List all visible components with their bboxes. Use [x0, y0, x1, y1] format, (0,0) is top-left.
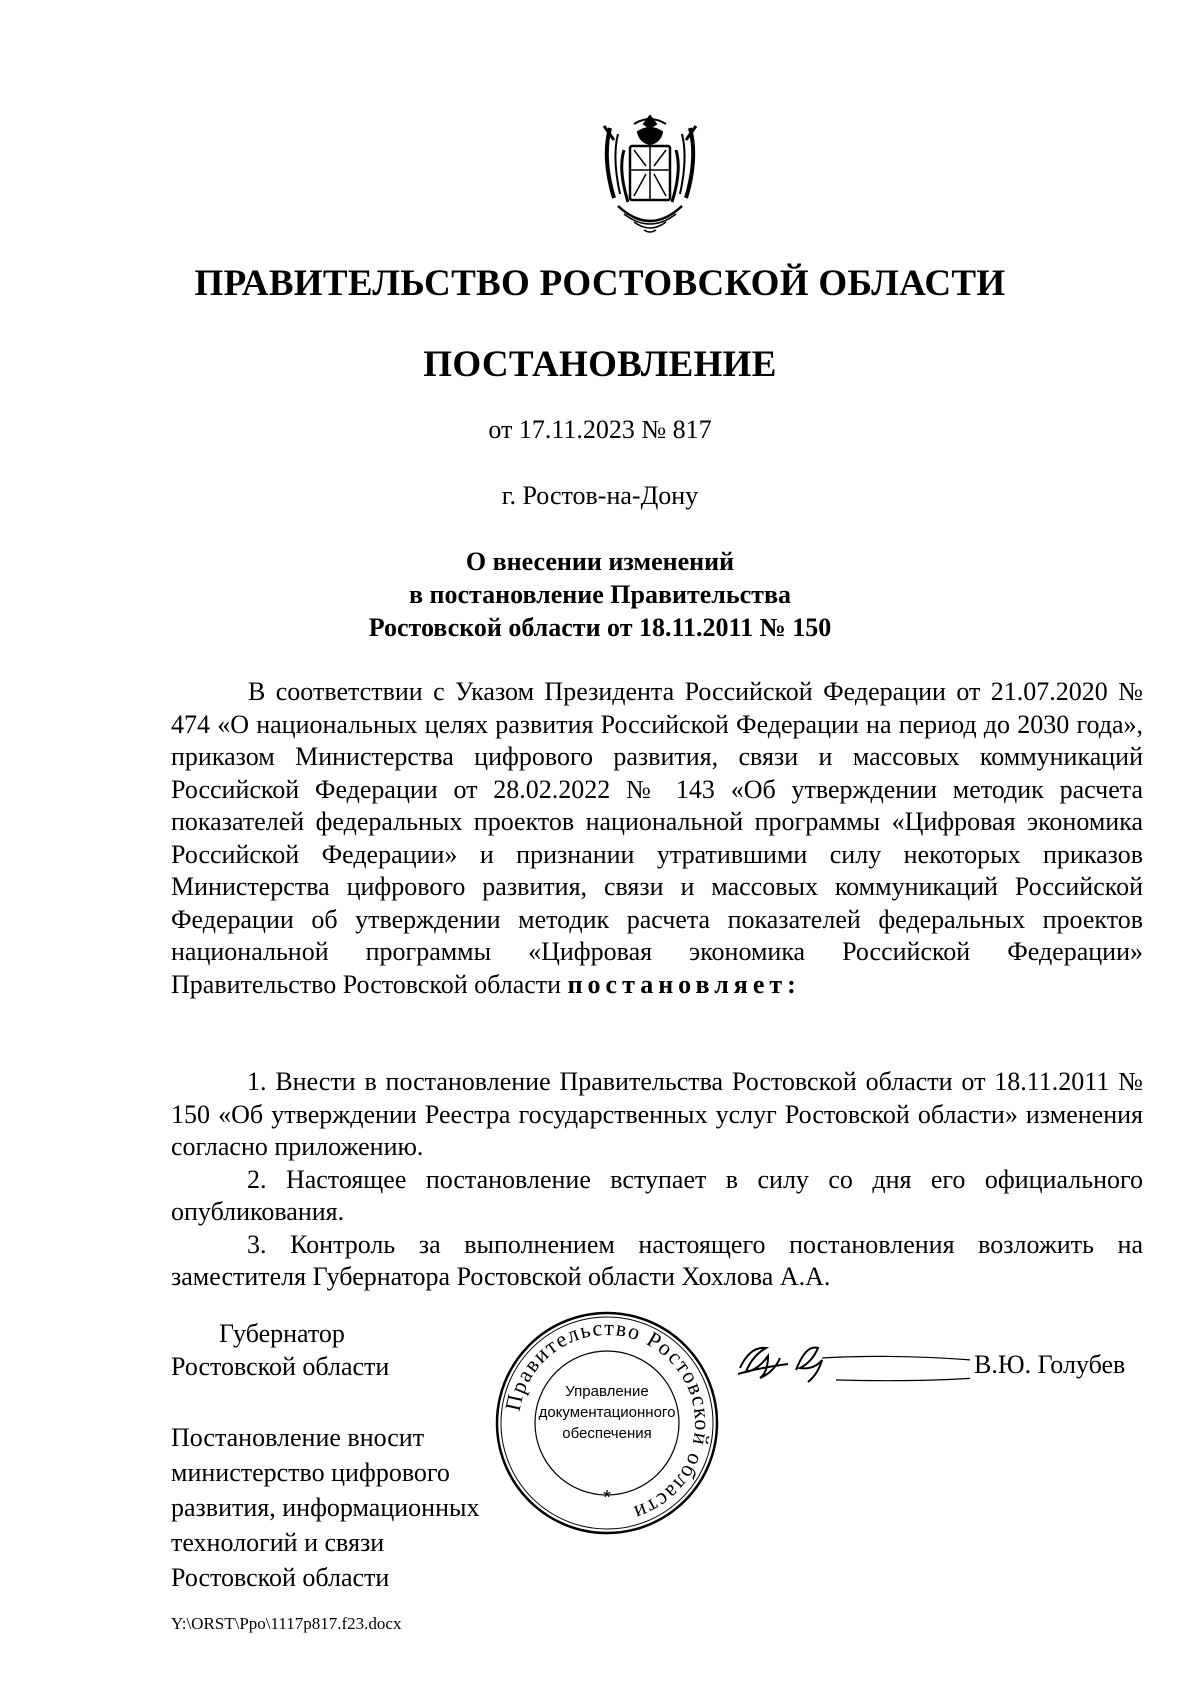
official-stamp	[492, 1308, 722, 1538]
heading-line: О внесении изменений	[465, 547, 735, 576]
file-path-footer: Y:\ORST\Ppo\1117p817.f23.docx	[171, 1614, 402, 1633]
note-line: Ростовской области	[171, 1563, 390, 1592]
stamp-inner-line: обеспечения	[562, 1425, 652, 1442]
handwritten-signature	[730, 1328, 970, 1398]
document-heading	[0, 545, 1200, 644]
stamp-star: *	[603, 1487, 611, 1509]
preamble-paragraph	[171, 676, 1143, 1001]
note-line: развития, информационных	[171, 1493, 480, 1522]
submitted-by-note	[171, 1420, 479, 1595]
note-line: министерство цифрового	[171, 1458, 450, 1487]
heading-line: в постановление Правительства	[408, 580, 791, 609]
resolves-word: постановляет:	[567, 969, 801, 999]
preamble-text: В соответствии с Указом Президента Российской Федерации от 21.07.2020 № 474 «О национальных целях развития Российской Федерации на период до 2030 года», приказом Министерства цифрового развития, связи и массовых коммуникаций Российской Федерации от 28.02.2022 № 143 «Об утверждении методик расчета показателей федеральных проектов национальной программы «Цифровая экономика Российской Федерации» и признании утратившими силу некоторых приказов Министерства цифрового развития, связи и массовых коммуникаций Российской Федерации об утверждении методик расчета показателей федеральных проектов национальной программы «Цифровая экономика Российской Федерации» Правительство Ростовской области	[171, 677, 1143, 999]
position-title: Губернатор	[219, 1319, 345, 1348]
resolution-items	[171, 1066, 1143, 1294]
note-line: технологий и связи	[171, 1528, 385, 1557]
position-region: Ростовской области	[171, 1351, 390, 1381]
signatory-position	[171, 1318, 389, 1383]
heading-line: Ростовской области от 18.11.2011 № 150	[368, 613, 832, 642]
signatory-name: В.Ю. Голубев	[974, 1350, 1126, 1379]
stamp-inner-line: документационного	[538, 1404, 676, 1421]
date-and-number: от 17.11.2023 № 817	[488, 415, 712, 444]
preamble	[171, 676, 1143, 1001]
resolution-item: 2. Настоящее постановление вступает в силу со дня его официального опубликования.	[171, 1164, 1143, 1226]
document-type: ПОСТАНОВЛЕНИЕ	[423, 344, 777, 385]
city: г. Ростов-на-Дону	[501, 481, 699, 510]
resolution-item: 3. Контроль за выполнением настоящего постановления возложить на заместителя Губернатора Ростовской области Хохлова А.А.	[171, 1229, 1143, 1291]
note-line: Постановление вносит	[171, 1423, 425, 1452]
government-title: ПРАВИТЕЛЬСТВО РОСТОВСКОЙ ОБЛАСТИ	[194, 263, 1006, 304]
rostov-oblast-coat-of-arms-icon	[594, 110, 706, 240]
stamp-inner-line: Управление	[565, 1383, 649, 1400]
resolution-item: 1. Внести в постановление Правительства Ростовской области от 18.11.2011 № 150 «Об утверждении Реестра государственных услуг Ростовской области» изменения согласно приложению.	[171, 1067, 1143, 1161]
stamp-outer-text: Правительство Ростовской области	[499, 1314, 716, 1527]
